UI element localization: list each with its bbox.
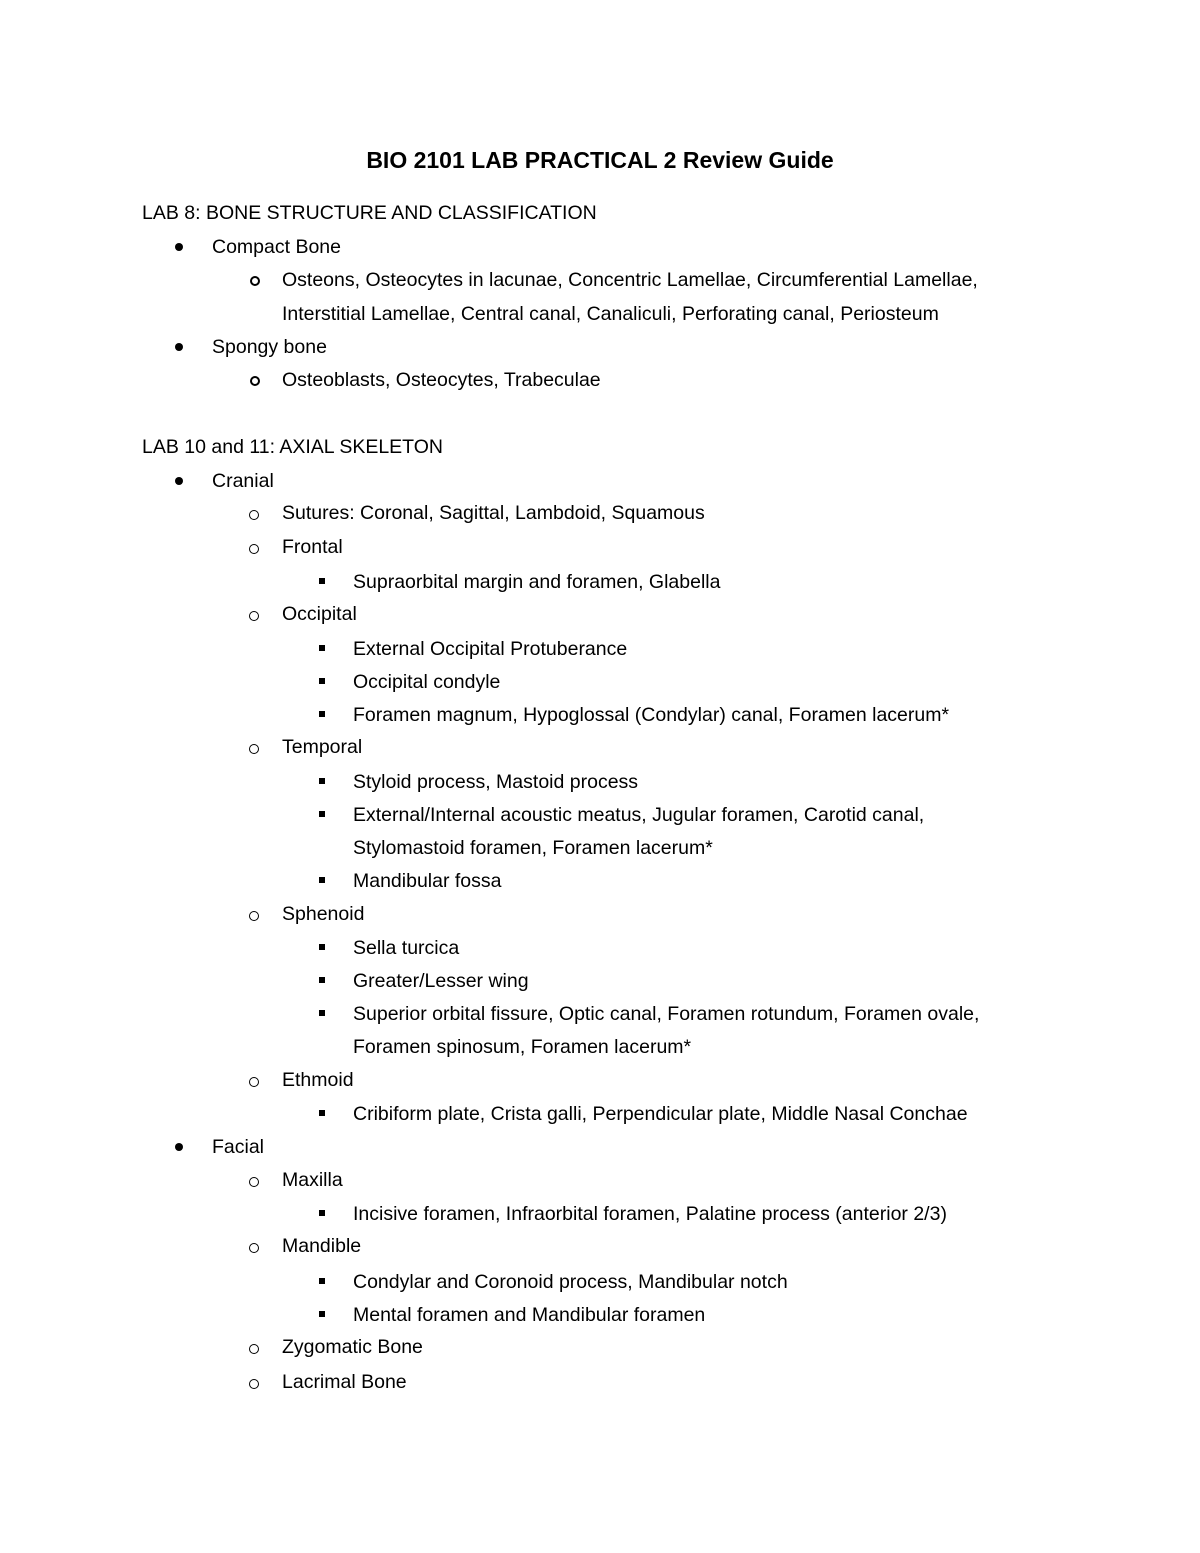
list-item-spongy-bone: Spongy bone [212, 336, 327, 358]
bullet-square-icon [319, 678, 325, 684]
bullet-circle-icon [249, 1077, 259, 1087]
list-item-occipital-detail: Occipital condyle [353, 671, 501, 693]
bullet-circle-icon [249, 1243, 259, 1253]
document-title: BIO 2101 LAB PRACTICAL 2 Review Guide [366, 147, 834, 173]
bullet-square-icon [319, 1311, 325, 1317]
bullet-square-icon [319, 778, 325, 784]
bullet-square-icon [319, 1210, 325, 1216]
bullet-square-icon [319, 711, 325, 717]
list-item-temporal-detail: External/Internal acoustic meatus, Jugular foramen, Carotid canal, [353, 804, 925, 826]
bullet-circle-icon [250, 376, 260, 386]
bullet-square-icon [319, 645, 325, 651]
list-item-mandible: Mandible [282, 1235, 362, 1257]
list-item-compact-detail-1: Osteons, Osteocytes in lacunae, Concentric Lamellae, Circumferential Lamellae, [282, 269, 978, 291]
list-item-occipital: Occipital [282, 603, 357, 625]
bullet-square-icon [319, 811, 325, 817]
list-item-spongy-detail: Osteoblasts, Osteocytes, Trabeculae [282, 369, 601, 391]
bullet-square-icon [319, 1010, 325, 1016]
bullet-circle-icon [250, 276, 260, 286]
list-item-temporal-detail: Stylomastoid foramen, Foramen lacerum* [353, 837, 713, 859]
list-item-maxilla-detail: Incisive foramen, Infraorbital foramen, Palatine process (anterior 2/3) [353, 1203, 947, 1225]
list-item-facial: Facial [212, 1136, 265, 1158]
bullet-square-icon [319, 977, 325, 983]
list-item-occipital-detail: Foramen magnum, Hypoglossal (Condylar) canal, Foramen lacerum* [353, 704, 950, 726]
bullet-square-icon [319, 1278, 325, 1284]
bullet-circle-icon [249, 611, 259, 621]
list-item-temporal-detail: Mandibular fossa [353, 870, 502, 892]
list-item-compact-bone: Compact Bone [212, 236, 341, 258]
bullet-circle-icon [249, 1379, 259, 1389]
list-item-occipital-detail: External Occipital Protuberance [353, 638, 628, 660]
bullet-circle-icon [249, 1177, 259, 1187]
bullet-disc-icon [175, 1143, 183, 1151]
list-item-mandible-detail: Condylar and Coronoid process, Mandibular notch [353, 1271, 788, 1293]
bullet-circle-icon [249, 510, 259, 520]
bullet-disc-icon [175, 477, 183, 485]
list-item-ethmoid: Ethmoid [282, 1069, 354, 1091]
section-heading-lab8: LAB 8: BONE STRUCTURE AND CLASSIFICATION [142, 202, 597, 224]
bullet-circle-icon [249, 544, 259, 554]
bullet-disc-icon [175, 243, 183, 251]
list-item-maxilla: Maxilla [282, 1169, 343, 1191]
section-heading-lab10-11: LAB 10 and 11: AXIAL SKELETON [142, 436, 443, 458]
list-item-mandible-detail: Mental foramen and Mandibular foramen [353, 1304, 706, 1326]
bullet-square-icon [319, 944, 325, 950]
bullet-square-icon [319, 1110, 325, 1116]
list-item-ethmoid-detail: Cribiform plate, Crista galli, Perpendicular plate, Middle Nasal Conchae [353, 1103, 968, 1125]
bullet-circle-icon [249, 1344, 259, 1354]
bullet-circle-icon [249, 744, 259, 754]
list-item-lacrimal: Lacrimal Bone [282, 1371, 407, 1393]
bullet-disc-icon [175, 343, 183, 351]
bullet-square-icon [319, 877, 325, 883]
list-item-sphenoid-detail: Sella turcica [353, 937, 460, 959]
list-item-temporal: Temporal [282, 736, 363, 758]
list-item-frontal-detail: Supraorbital margin and foramen, Glabella [353, 571, 721, 593]
list-item-temporal-detail: Styloid process, Mastoid process [353, 771, 639, 793]
list-item-zygomatic: Zygomatic Bone [282, 1336, 423, 1358]
bullet-circle-icon [249, 911, 259, 921]
list-item-compact-detail-2: Interstitial Lamellae, Central canal, Canaliculi, Perforating canal, Periosteum [282, 303, 939, 325]
list-item-sphenoid-detail: Greater/Lesser wing [353, 970, 529, 992]
list-item-frontal: Frontal [282, 536, 343, 558]
list-item-sutures: Sutures: Coronal, Sagittal, Lambdoid, Squamous [282, 502, 705, 524]
list-item-cranial: Cranial [212, 470, 274, 492]
list-item-sphenoid-detail: Superior orbital fissure, Optic canal, Foramen rotundum, Foramen ovale, [353, 1003, 980, 1025]
list-item-sphenoid: Sphenoid [282, 903, 365, 925]
bullet-square-icon [319, 578, 325, 584]
list-item-sphenoid-detail: Foramen spinosum, Foramen lacerum* [353, 1036, 692, 1058]
